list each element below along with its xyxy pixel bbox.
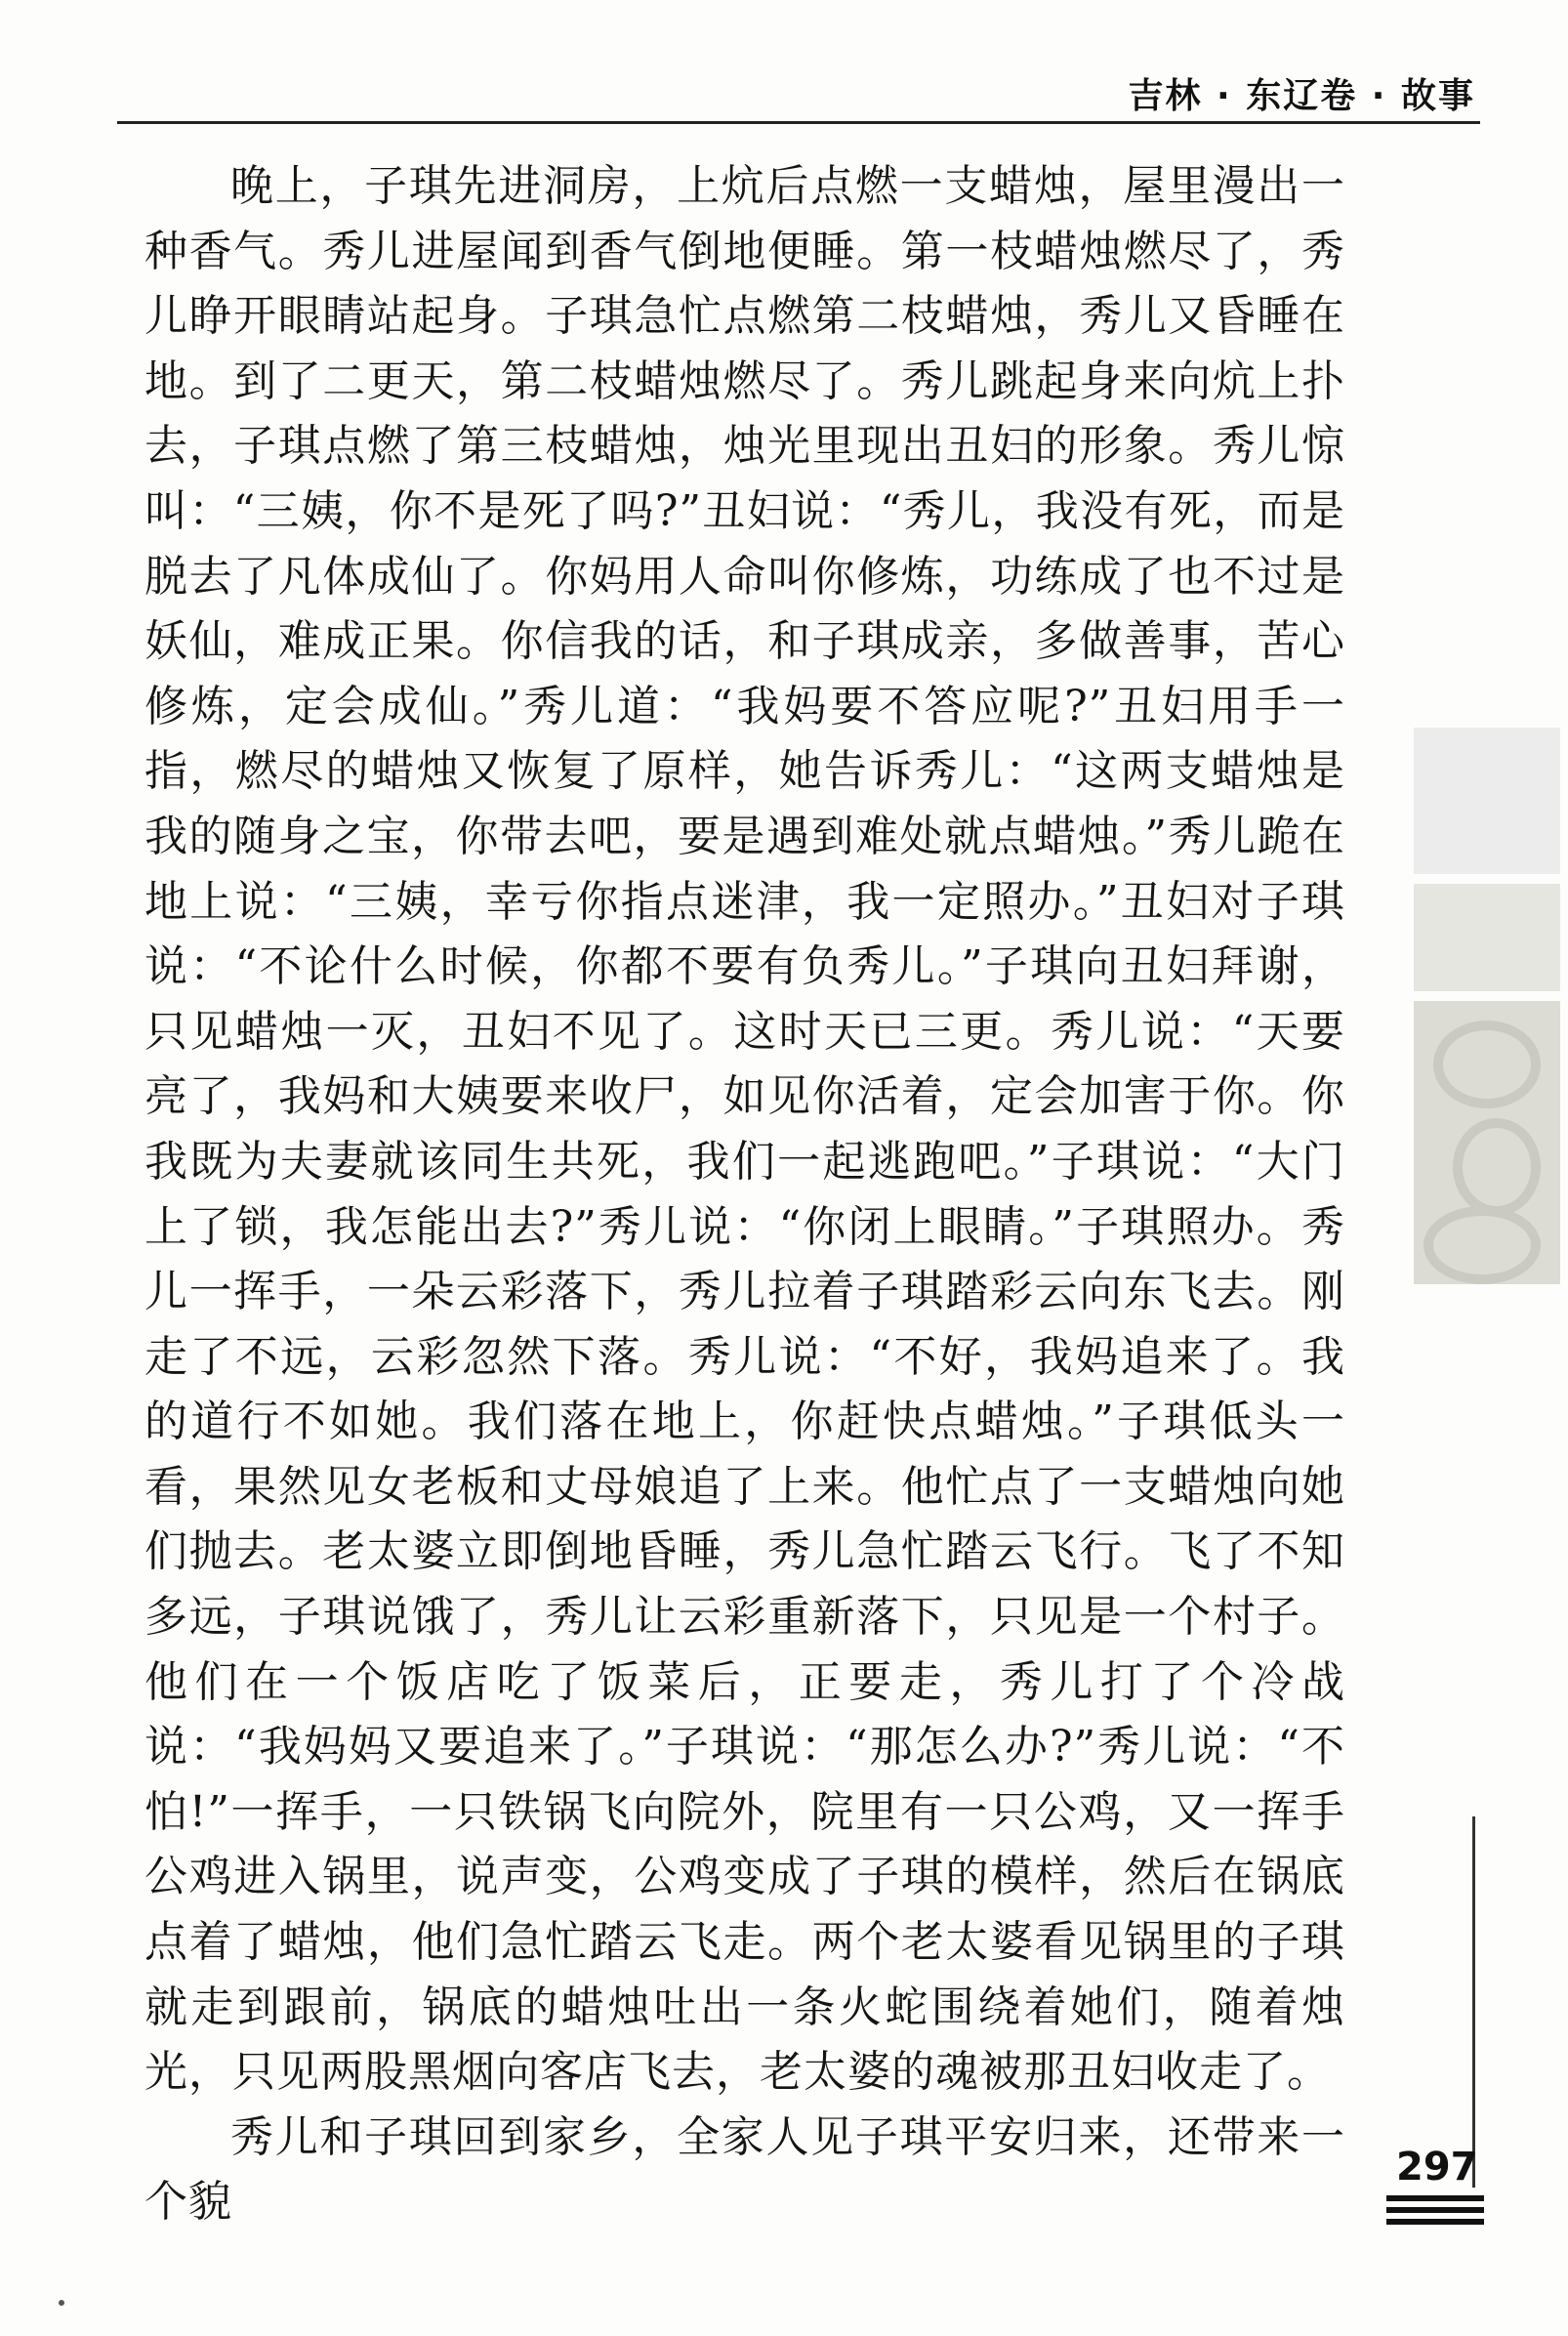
body-text	[144, 154, 1345, 2235]
header-rule	[117, 121, 1480, 124]
page-number-bars	[1386, 2195, 1484, 2231]
paragraph-1: 晚上，子琪先进洞房，上炕后点燃一支蜡烛，屋里漫出一种香气。秀儿进屋闻到香气倒地便睡。第一枝蜡烛燃尽了，秀儿睁开眼睛站起身。子琪急忙点燃第二枝蜡烛，秀儿又昏睡在地。到了二更天，第二枝蜡烛燃尽了。秀儿跳起身来向炕上扑去，子琪点燃了第三枝蜡烛，烛光里现出丑妇的形象。秀儿惊叫：“三姨，你不是死了吗?”丑妇说：“秀儿，我没有死，而是脱去了凡体成仙了。你妈用人命叫你修炼，功练成了也不过是妖仙，难成正果。你信我的话，和子琪成亲，多做善事，苦心修炼，定会成仙。”秀儿道：“我妈要不答应呢?”丑妇用手一指，燃尽的蜡烛又恢复了原样，她告诉秀儿：“这两支蜡烛是我的随身之宝，你带去吧，要是遇到难处就点蜡烛。”秀儿跪在地上说：“三姨，幸亏你指点迷津，我一定照办。”丑妇对子琪说：“不论什么时候，你都不要有负秀儿。”子琪向丑妇拜谢，只见蜡烛一灭，丑妇不见了。这时天已三更。秀儿说：“天要亮了，我妈和大姨要来收尸，如见你活着，定会加害于你。你我既为夫妻就该同生共死，我们一起逃跑吧。”子琪说：“大门上了锁，我怎能出去?”秀儿说：“你闭上眼睛。”子琪照办。秀儿一挥手，一朵云彩落下，秀儿拉着子琪踏彩云向东飞去。刚走了不远，云彩忽然下落。秀儿说：“不好，我妈追来了。我的道行不如她。我们落在地上，你赶快点蜡烛。”子琪低头一看，果然见女老板和丈母娘追了上来。他忙点了一支蜡烛向她们抛去。老太婆立即倒地昏睡，秀儿急忙踏云飞行。飞了不知多远，子琪说饿了，秀儿让云彩重新落下，只见是一个村子。他们在一个饭店吃了饭菜后，正要走，秀儿打了个冷战说：“我妈妈又要追来了。”子琪说：“那怎么办?”秀儿说：“不怕!”一挥手，一只铁锅飞向院外，院里有一只公鸡，又一挥手公鸡进入锅里，说声变，公鸡变成了子琪的模样，然后在锅底点着了蜡烛，他们急忙踏云飞走。两个老太婆看见锅里的子琪就走到跟前，锅底的蜡烛吐出一条火蛇围绕着她们，随着烛光，只见两股黑烟向客店飞去，老太婆的魂被那丑妇收走了。	[144, 161, 1345, 2098]
side-decoration-image	[1414, 728, 1560, 1284]
side-decoration-ring	[1453, 1118, 1541, 1216]
side-decoration-block	[1414, 728, 1560, 874]
side-decoration-block	[1414, 884, 1560, 991]
scan-speck	[59, 2300, 64, 2306]
page-number: 297	[1396, 2145, 1478, 2190]
page-number-bar	[1386, 2207, 1484, 2213]
side-decoration-ring	[1424, 1206, 1541, 1284]
paragraph-2: 秀儿和子琪回到家乡，全家人见子琪平安归来，还带来一个貌	[144, 2111, 1345, 2228]
side-decoration-ring	[1433, 1021, 1541, 1108]
margin-rule	[1472, 1816, 1475, 2188]
page-number-bar	[1386, 2219, 1484, 2225]
page-number-bar	[1386, 2195, 1484, 2201]
running-head: 吉林 · 东辽卷 · 故事	[1128, 76, 1475, 116]
